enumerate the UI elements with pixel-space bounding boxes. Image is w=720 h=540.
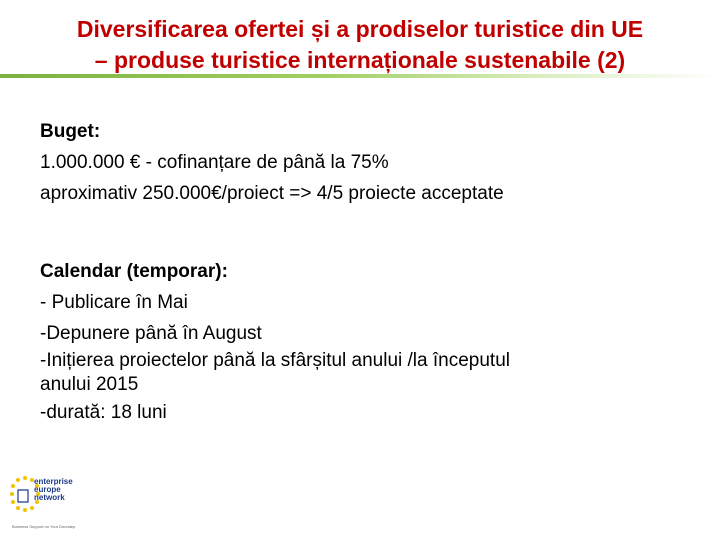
logo-text xyxy=(34,478,73,502)
calendar-item-submission: -Depunere până în August xyxy=(40,323,262,344)
logo-word-2: europe xyxy=(34,485,61,494)
calendar-heading: Calendar (temporar): xyxy=(40,261,228,282)
calendar-item-start-cont: anului 2015 xyxy=(40,374,139,395)
title-divider xyxy=(0,74,720,78)
budget-heading: Buget: xyxy=(40,121,101,142)
slide-body xyxy=(40,116,680,428)
slide-title xyxy=(10,14,710,76)
enterprise-europe-network-logo xyxy=(6,472,84,534)
spacer xyxy=(40,209,680,256)
logo-word-1: enterprise xyxy=(34,477,73,486)
calendar-item-duration: -durată: 18 luni xyxy=(40,402,167,423)
budget-per-project: aproximativ 250.000€/proiect => 4/5 proiecte acceptate xyxy=(40,183,504,204)
calendar-item-start: -Inițierea proiectelor până la sfârșitul anului /la începutul xyxy=(40,350,510,371)
logo-tagline: Business Support on Your Doorstep xyxy=(12,524,76,529)
slide-title-line-2: – produse turistice internaționale sustenabile (2) xyxy=(94,47,626,73)
logo-word-3: network xyxy=(34,493,65,502)
calendar-item-publication: - Publicare în Mai xyxy=(40,292,188,313)
slide-title-line-1: Diversificarea ofertei și a prodiselor turistice din UE xyxy=(76,16,644,42)
budget-amount: 1.000.000 € - cofinanțare de până la 75% xyxy=(40,152,389,173)
